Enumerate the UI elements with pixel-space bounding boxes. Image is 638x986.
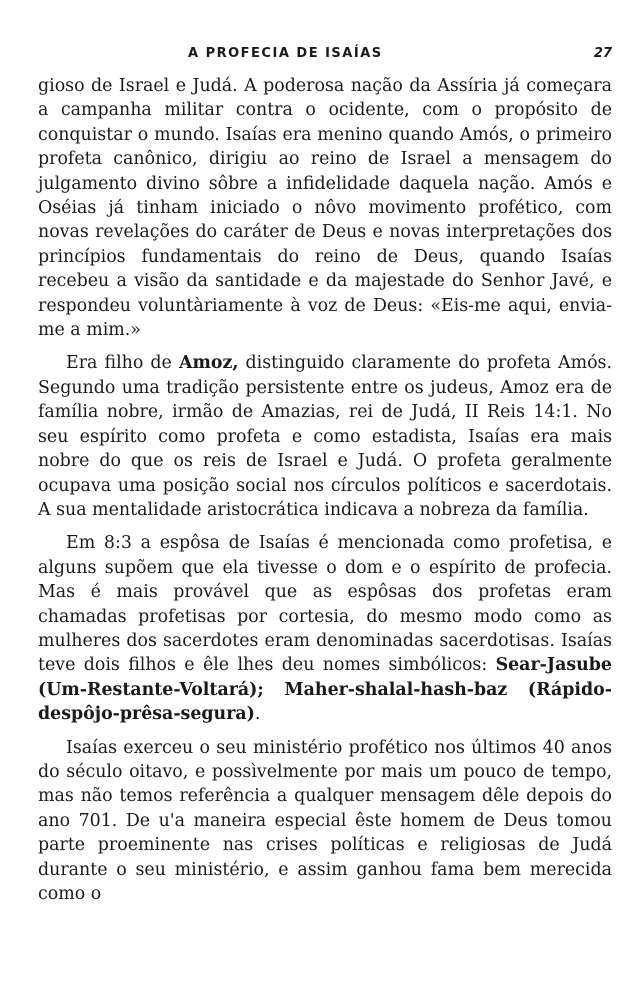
paragraph-2-after: distinguido claramente do profeta Amós. Segundo uma tradição persistente entre os judeus, Amoz era de família nobre, irmão de Amazias, rei de Judá, II Reis 14:1. No seu espírito como profeta e como estadista, Isaías era mais nobre do que os reis de Israel e Judá. O profeta geralmente ocupava uma posição social nos círculos políticos e sacerdotais. A sua mentalidade aristocrática indicava a nobreza da família. — [38, 353, 613, 520]
book-page — [38, 36, 612, 915]
paragraph-3-end: . — [254, 704, 261, 725]
paragraph-2-before: Era filho de — [66, 353, 179, 374]
symbolic-names: Sear-Jasube (Um-Restante-Voltará); Maher-shalal-hash-baz (Rápido-despôjo-prêsa-segura) — [38, 655, 612, 725]
name-amoz: Amoz, — [178, 353, 239, 374]
paragraph-2 — [38, 351, 612, 522]
paragraph-4-text: Isaías exerceu o seu ministério profético nos últimos 40 anos do século oitavo, e possìvelmente por mais um pouco de tempo, mas não temos referência a qualquer mensagem dêle depois do ano 701. De u'a maneira especial êste homem de Deus tomou parte proeminente nas crises políticas e religiosas de Judá durante o seu ministério, e assim ganhou fama bem merecida como o — [38, 737, 612, 904]
chapter-title: A PROFECIA DE ISAÍAS — [188, 46, 383, 61]
paragraph-3-text: Em 8:3 a espôsa de Isaías é mencionada como profetisa, e alguns supõem que ela tivesse o dom e o espírito de profecia. Mas é mais provável que as espôsas dos profetas eram chamadas profetisas por cortesia, do mesmo modo como as mulheres dos sacerdotes eram denominadas sacerdotisas. Isaías teve dois filhos e êle lhes deu nomes simbólicos: — [38, 533, 612, 676]
paragraph-1-text: gioso de Israel e Judá. A poderosa nação da Assíria já começara a campanha militar contra o ocidente, com o propósito de conquistar o mundo. Isaías era menino quando Amós, o primeiro profeta canônico, dirigiu ao reino de Israel a mensagem do julgamento divino sôbre a infidelidade daquela nação. Amós e Oséias já tinham iniciado o nôvo movimento profético, com novas revelações do caráter de Deus e novas interpretações dos princípios fundamentais do reino de Deus, quando Isaías recebeu a visão da santidade e da majestade do Senhor Javé, e respondeu voluntàriamente à voz de Deus: «Eis-me aqui, envia-me a mim.» — [38, 76, 612, 341]
paragraph-3 — [38, 531, 612, 726]
paragraph-4 — [38, 736, 612, 907]
running-header — [38, 36, 612, 60]
page-number: 27 — [593, 46, 612, 61]
paragraph-1 — [38, 74, 612, 342]
